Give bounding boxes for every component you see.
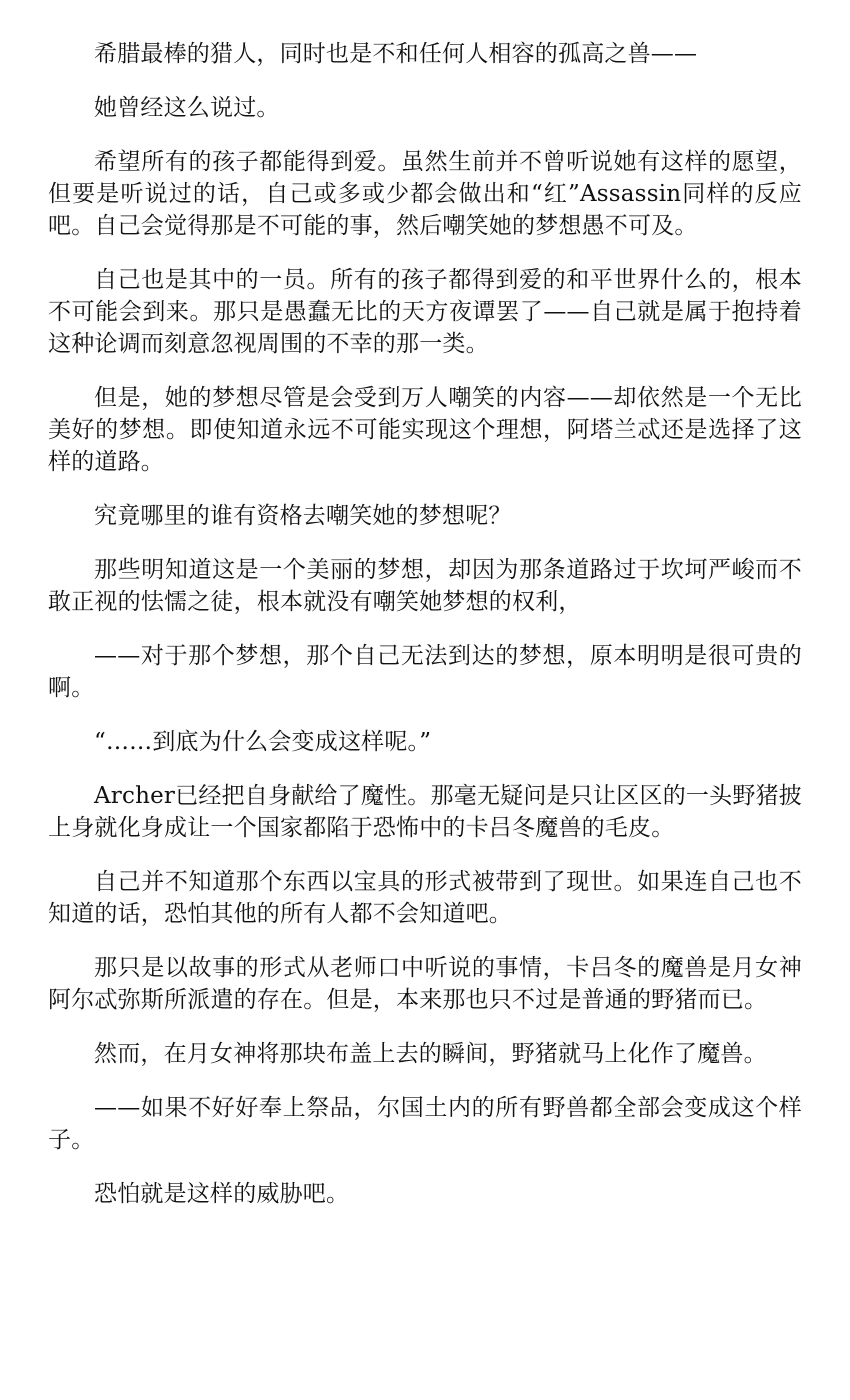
- paragraph: 那只是以故事的形式从老师口中听说的事情，卡吕冬的魔兽是月女神阿尔忒弥斯所派遣的存在。但是，本来那也只不过是普通的野猪而已。: [48, 955, 802, 1013]
- paragraph: 自己并不知道那个东西以宝具的形式被带到了现世。如果连自己也不知道的话，恐怕其他的所有人都不会知道吧。: [48, 869, 802, 927]
- paragraph: ——如果不好好奉上祭品，尔国土内的所有野兽都全部会变成这个样子。: [48, 1095, 802, 1153]
- paragraph: 然而，在月女神将那块布盖上去的瞬间，野猪就马上化作了魔兽。: [94, 1041, 767, 1067]
- paragraph: 自己也是其中的一员。所有的孩子都得到爱的和平世界什么的，根本不可能会到来。那只是愚蠢无比的天方夜谭罢了——自己就是属于抱持着这种论调而刻意忽视周围的不幸的那一类。: [48, 267, 802, 357]
- paragraph: 她曾经这么说过。: [94, 95, 280, 121]
- paragraph: 希腊最棒的猎人，同时也是不和任何人相容的孤高之兽——: [94, 41, 698, 67]
- paragraph: ——对于那个梦想，那个自己无法到达的梦想，原本明明是很可贵的啊。: [48, 643, 802, 701]
- paragraph: 希望所有的孩子都能得到爱。虽然生前并不曾听说她有这样的愿望，但要是听说过的话，自己或多或少都会做出和“红”Assassin同样的反应吧。自己会觉得那是不可能的事，然后嘲笑她的梦想愚不可及。: [48, 149, 802, 239]
- paragraph: 那些明知道这是一个美丽的梦想，却因为那条道路过于坎坷严峻而不敢正视的怯懦之徒，根本就没有嘲笑她梦想的权利，: [48, 557, 802, 615]
- paragraph: 但是，她的梦想尽管是会受到万人嘲笑的内容——却依然是一个无比美好的梦想。即使知道永远不可能实现这个理想，阿塔兰忒还是选择了这样的道路。: [48, 385, 802, 475]
- dialogue-line: “……到底为什么会变成这样呢。”: [94, 729, 432, 755]
- paragraph: 究竟哪里的谁有资格去嘲笑她的梦想呢？: [94, 503, 512, 529]
- paragraph: Archer已经把自身献给了魔性。那毫无疑问是只让区区的一头野猪披上身就化身成让一个国家都陷于恐怖中的卡吕冬魔兽的毛皮。: [48, 783, 802, 841]
- paragraph: 恐怕就是这样的威胁吧。: [94, 1181, 350, 1207]
